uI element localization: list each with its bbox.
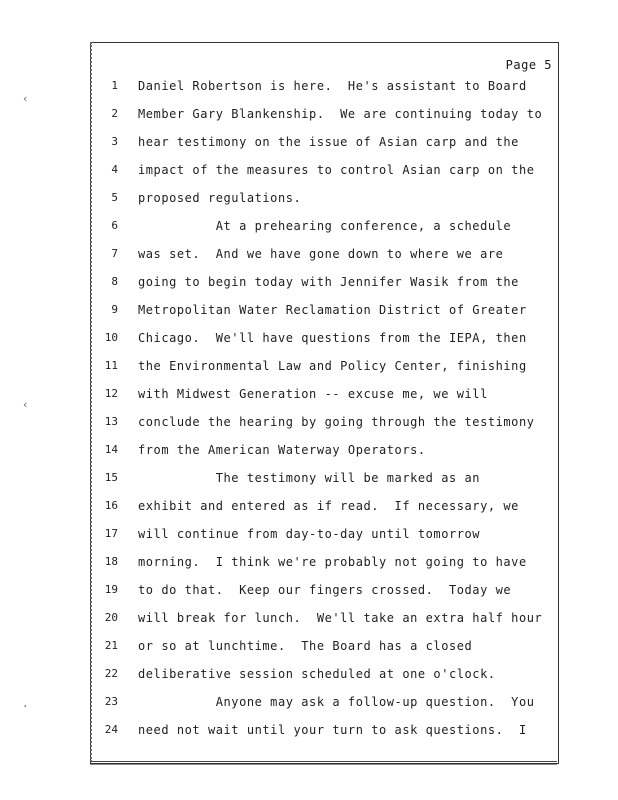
line-text: Metropolitan Water Reclamation District of Greater [138,303,527,317]
transcript-line [0,331,618,351]
transcript-line [0,583,618,603]
line-number: 7 [111,247,118,260]
line-text: need not wait until your turn to ask questions. I [138,723,527,737]
line-text: Anyone may ask a follow-up question. You [138,695,535,709]
transcript-line [0,611,618,631]
transcript-line [0,107,618,127]
line-text: morning. I think we're probably not going to have [138,555,527,569]
line-text: from the American Waterway Operators. [138,443,426,457]
line-number: 8 [111,275,118,288]
line-number: 24 [104,723,118,736]
transcript-line [0,471,618,491]
line-number: 14 [104,443,118,456]
transcript-line [0,387,618,407]
line-number: 21 [104,639,118,652]
line-text: hear testimony on the issue of Asian carp and the [138,135,519,149]
transcript-line [0,555,618,575]
line-text: to do that. Keep our fingers crossed. Today we [138,583,512,597]
transcript-line [0,499,618,519]
scan-mark: ‹ [22,92,29,105]
line-text: will continue from day-to-day until tomorrow [138,527,481,541]
transcript-line [0,275,618,295]
line-number: 15 [104,471,118,484]
line-text: the Environmental Law and Policy Center, finishing [138,359,527,373]
line-text: with Midwest Generation -- excuse me, we will [138,387,488,401]
line-number: 2 [111,107,118,120]
line-text: will break for lunch. We'll take an extra half hour [138,611,543,625]
line-number: 18 [104,555,118,568]
line-number: 4 [111,163,118,176]
transcript-line [0,359,618,379]
bottom-rule [90,761,557,765]
line-number: 22 [104,667,118,680]
transcript-line [0,415,618,435]
scan-mark: ‹ [22,398,29,411]
page-number: Page 5 [505,58,552,72]
line-text: conclude the hearing by going through the testimony [138,415,535,429]
transcript-line [0,443,618,463]
line-text: proposed regulations. [138,191,302,205]
line-number: 5 [111,191,118,204]
line-text: deliberative session scheduled at one o'clock. [138,667,496,681]
transcript-line [0,163,618,183]
transcript-line [0,191,618,211]
line-text: Chicago. We'll have questions from the IEPA, then [138,331,527,345]
line-number: 17 [104,527,118,540]
transcript-line [0,219,618,239]
line-text: going to begin today with Jennifer Wasik from the [138,275,519,289]
line-number: 1 [111,79,118,92]
transcript-line [0,79,618,99]
transcript-line [0,247,618,267]
line-text: was set. And we have gone down to where we are [138,247,504,261]
line-number: 9 [111,303,118,316]
transcript-line [0,723,618,743]
transcript-line [0,135,618,155]
line-text: exhibit and entered as if read. If necessary, we [138,499,519,513]
line-text: Member Gary Blankenship. We are continuing today to [138,107,543,121]
line-number: 20 [104,611,118,624]
transcript-line [0,303,618,323]
scan-mark: · [22,700,29,713]
line-text: impact of the measures to control Asian carp on the [138,163,535,177]
line-number: 10 [104,331,118,344]
line-number: 19 [104,583,118,596]
transcript-line [0,527,618,547]
line-number: 12 [104,387,118,400]
line-number: 16 [104,499,118,512]
line-number: 6 [111,219,118,232]
line-number: 23 [104,695,118,708]
line-number: 11 [104,359,118,372]
line-text: or so at lunchtime. The Board has a closed [138,639,473,653]
line-text: The testimony will be marked as an [138,471,481,485]
transcript-line [0,695,618,715]
transcript-line [0,639,618,659]
line-text: Daniel Robertson is here. He's assistant to Board [138,79,527,93]
line-text: At a prehearing conference, a schedule [138,219,512,233]
line-number: 13 [104,415,118,428]
transcript-line [0,667,618,687]
line-number: 3 [111,135,118,148]
